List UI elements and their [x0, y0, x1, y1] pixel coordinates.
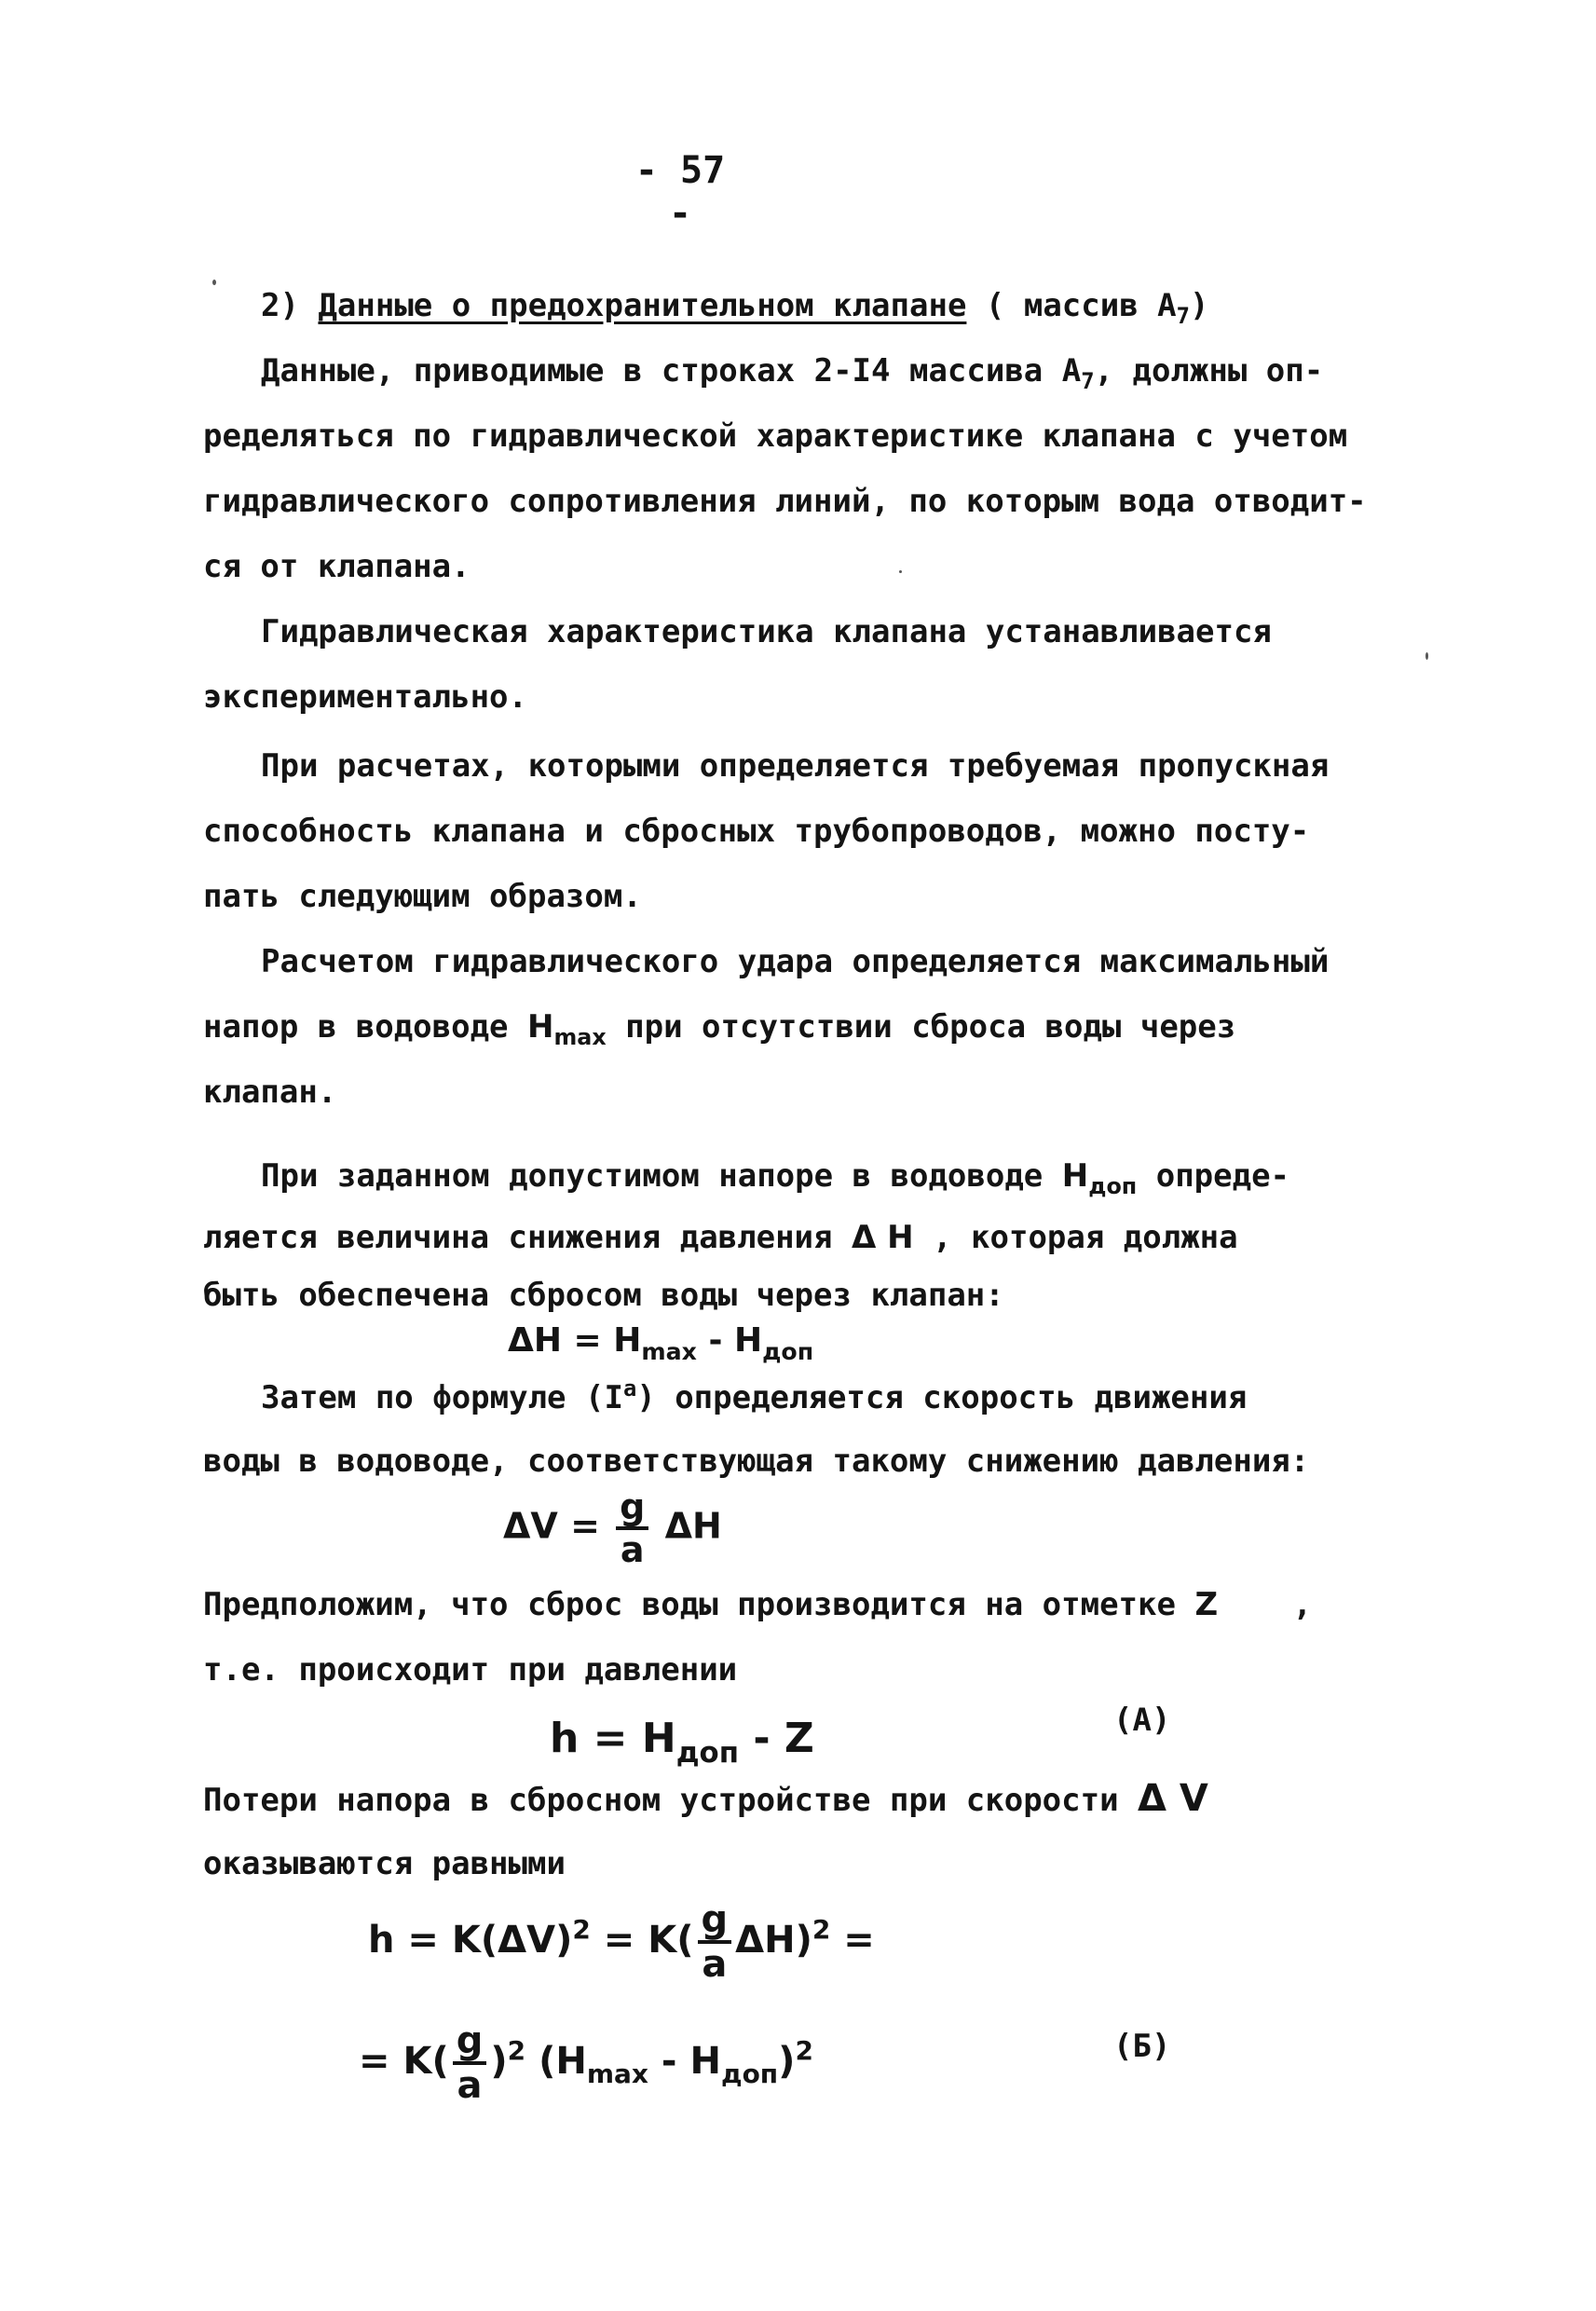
- paragraph-1-line-3: гидравлического сопротивления линий, по которым вода отводит-: [203, 483, 1367, 520]
- equals-sign: =: [603, 1919, 635, 1962]
- fraction-numerator: g: [698, 1901, 732, 1944]
- formula-term: ΔH: [664, 1505, 722, 1547]
- text-run: Предположим, что сброс воды производится на отметке: [203, 1586, 1176, 1623]
- paragraph-7-line-2: т.е. происходит при давлении: [203, 1651, 738, 1689]
- equals-sign: =: [407, 1919, 439, 1962]
- paragraph-5-line-1: [261, 1156, 1425, 1199]
- subscript: max: [586, 2058, 648, 2089]
- formula-delta-h: [508, 1321, 814, 1365]
- paragraph-4-line-2: [203, 1006, 1424, 1050]
- equation-label-b: (Б): [1113, 2028, 1171, 2065]
- paragraph-2-line-1: Гидравлическая характеристика клапана устанавливается: [261, 613, 1272, 650]
- text-run: ляется величина снижения давления: [203, 1219, 833, 1256]
- formula-term: H: [613, 1321, 642, 1360]
- coefficient-k: K: [451, 1919, 481, 1962]
- fraction-numerator: g: [616, 1489, 648, 1530]
- subscript: доп: [720, 2058, 779, 2089]
- text-run: , которая должна: [933, 1219, 1238, 1256]
- coefficient-k: K: [648, 1919, 677, 1962]
- minus-sign: -: [661, 2040, 677, 2083]
- formula-delta-v: [503, 1486, 722, 1570]
- text-run: Потери напора в сбросном устройстве при скорости: [203, 1782, 1119, 1819]
- scan-speck: [1425, 652, 1428, 660]
- symbol-delta-v: Δ V: [1138, 1777, 1208, 1820]
- coefficient-k: K: [402, 2040, 432, 2083]
- formula-term: Z: [784, 1715, 814, 1762]
- paragraph-1-line-2: ределяться по гидравлической характеристике клапана с учетом: [203, 417, 1348, 455]
- equation-label-a: (А): [1113, 1702, 1171, 1739]
- superscript: а: [622, 1374, 637, 1402]
- formula-h-a: [550, 1715, 814, 1770]
- formula-h-b-line-2: [359, 2019, 813, 2107]
- symbol-h: H: [1061, 1157, 1089, 1195]
- section-title: Данные о предохранительном клапане: [318, 287, 967, 324]
- paren: ): [490, 2040, 508, 2083]
- paren: (: [676, 1919, 694, 1962]
- section-close: ): [1189, 287, 1209, 324]
- formula-term: ΔH: [735, 1919, 796, 1962]
- text-run: , должны оп-: [1094, 352, 1324, 390]
- fraction-g-over-a: [698, 1898, 732, 1986]
- superscript: 2: [572, 1913, 591, 1945]
- paragraph-5-line-3: быть обеспечена сбросом воды через клапан:: [203, 1277, 1004, 1314]
- scan-speck: [899, 570, 902, 573]
- symbol-z: Z: [1194, 1586, 1219, 1623]
- section-number: 2): [261, 287, 299, 324]
- paragraph-8-line-2: оказываются равными: [203, 1845, 566, 1882]
- formula-term: H: [555, 2040, 587, 2083]
- fraction-g-over-a: [616, 1486, 648, 1570]
- fraction-g-over-a: [453, 2019, 487, 2107]
- section-heading: [261, 285, 1425, 329]
- equals-sign: =: [593, 1715, 628, 1762]
- text-run: ,: [1292, 1586, 1313, 1623]
- page-number: - 57 -: [634, 149, 726, 235]
- array-index: 7: [1176, 303, 1190, 330]
- formula-term: h: [368, 1919, 395, 1962]
- paren: ): [555, 1919, 573, 1962]
- paragraph-3-line-3: пать следующим образом.: [203, 878, 642, 915]
- minus-sign: -: [753, 1715, 771, 1762]
- paragraph-3-line-2: способность клапана и сбросных трубопроводов, можно посту-: [203, 813, 1310, 850]
- text-run: При заданном допустимом напоре в водоводе: [261, 1157, 1044, 1195]
- subscript: доп: [1088, 1173, 1138, 1200]
- formula-term: H: [733, 1321, 763, 1360]
- subscript: доп: [762, 1337, 814, 1365]
- minus-sign: -: [708, 1321, 723, 1360]
- paragraph-1-line-1: [261, 350, 1425, 394]
- paragraph-6-line-2: воды в водоводе, соответствующая такому снижению давления:: [203, 1443, 1310, 1480]
- text-run: напор в водоводе: [203, 1008, 509, 1046]
- formula-term: ΔH: [508, 1321, 562, 1360]
- subscript: max: [641, 1337, 697, 1365]
- paragraph-7-line-1: [203, 1584, 1424, 1625]
- fraction-denominator: a: [702, 1943, 728, 1986]
- paragraph-8-line-1: [203, 1778, 1424, 1821]
- superscript: 2: [795, 2034, 813, 2066]
- formula-h-b-line-1: [368, 1898, 875, 1986]
- superscript: 2: [812, 1913, 831, 1945]
- symbol-h: H: [527, 1008, 554, 1046]
- paren: (: [431, 2040, 449, 2083]
- fraction-numerator: g: [453, 2022, 487, 2065]
- subscript: доп: [675, 1735, 739, 1770]
- paragraph-4-line-1: Расчетом гидравлического удара определяется максимальный: [261, 943, 1330, 980]
- formula-term: H: [689, 2040, 721, 2083]
- text-run: Затем по формуле (I: [261, 1379, 623, 1416]
- paragraph-1-line-4: ся от клапана.: [203, 548, 471, 585]
- text-run: опреде-: [1155, 1157, 1290, 1195]
- paragraph-3-line-1: При расчетах, которыми определяется требуемая пропускная: [261, 747, 1330, 785]
- formula-term: ΔV: [503, 1505, 558, 1547]
- paragraph-4-line-3: клапан.: [203, 1073, 337, 1111]
- scan-speck: [212, 280, 216, 285]
- formula-term: H: [641, 1715, 676, 1762]
- equals-sign: =: [570, 1505, 600, 1547]
- equals-sign: =: [573, 1321, 602, 1360]
- fraction-denominator: a: [620, 1529, 645, 1570]
- paragraph-2-line-2: экспериментально.: [203, 678, 527, 716]
- section-title-suffix: ( массив А: [985, 287, 1177, 324]
- subscript: 7: [1081, 368, 1095, 395]
- text-run: ) определяется скорость движения: [636, 1379, 1248, 1416]
- paren: ): [778, 2040, 796, 2083]
- formula-term: ΔV: [498, 1919, 556, 1962]
- text-run: Данные, приводимые в строках 2-I4 массива А: [261, 352, 1082, 390]
- paren: (: [480, 1919, 498, 1962]
- paren: ): [795, 1919, 812, 1962]
- formula-term: h: [550, 1715, 580, 1762]
- paragraph-5-line-2: [203, 1217, 1424, 1258]
- equals-sign: =: [843, 1919, 875, 1962]
- equals-sign: =: [359, 2040, 390, 2083]
- superscript: 2: [507, 2034, 526, 2066]
- symbol-delta-h: Δ H: [852, 1219, 914, 1256]
- paragraph-6-line-1: [261, 1374, 1425, 1421]
- subscript: max: [553, 1024, 607, 1051]
- fraction-denominator: a: [457, 2064, 483, 2107]
- text-run: при отсутствии сброса воды через: [625, 1008, 1236, 1046]
- paren: (: [539, 2040, 556, 2083]
